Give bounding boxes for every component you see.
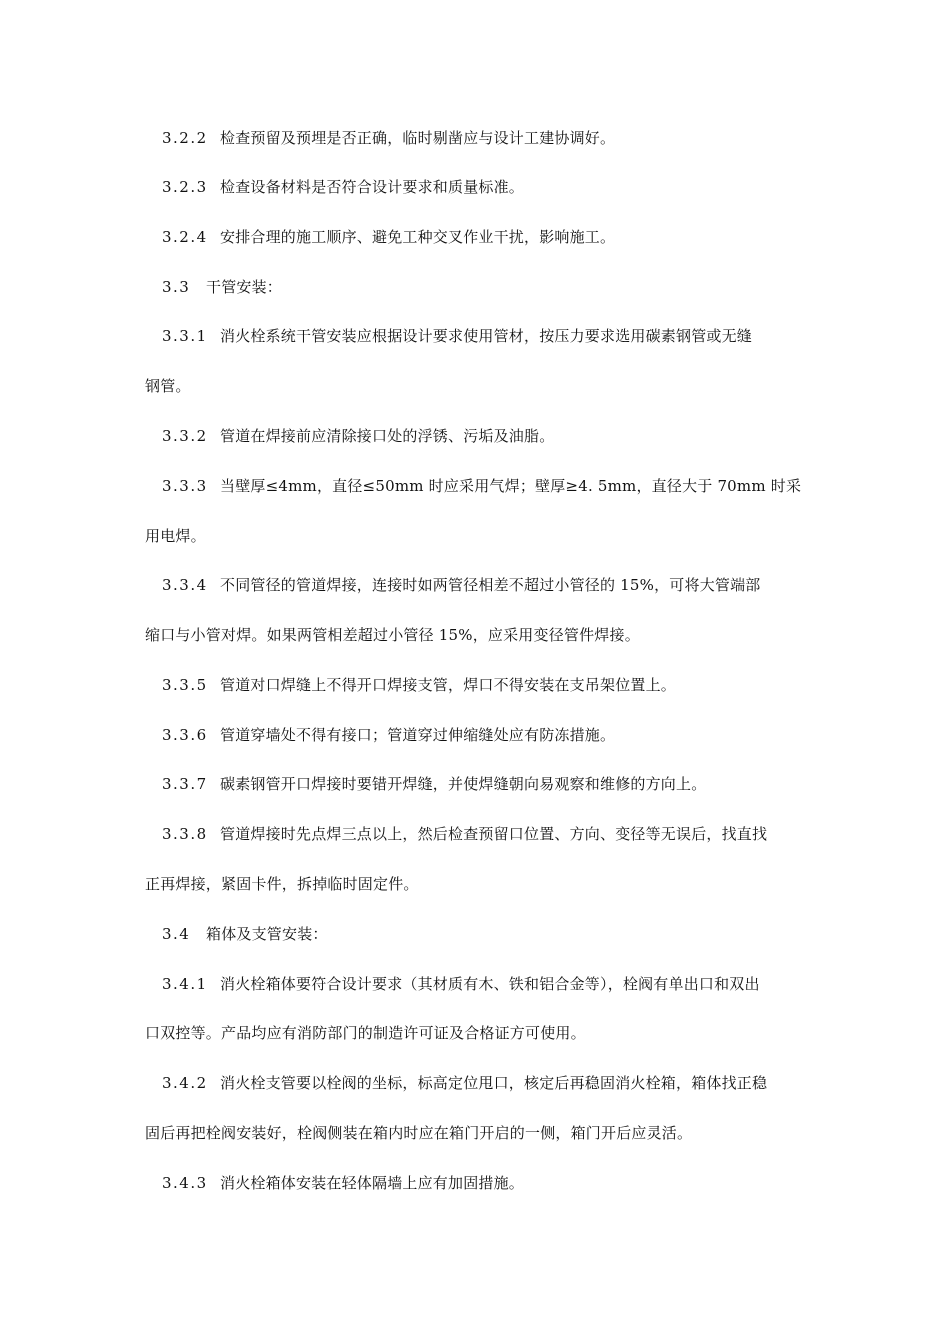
clause-number: 3.3.5 [162, 676, 208, 694]
clause-number: 3.3 [162, 278, 191, 296]
clause-text: 检查设备材料是否符合设计要求和质量标准。 [220, 178, 525, 196]
clause-text: 消火栓箱体安装在轻体隔墙上应有加固措施。 [220, 1174, 525, 1192]
paragraph-3-2-4 [162, 227, 832, 247]
paragraph-3-3-8 [162, 824, 832, 844]
clause-number: 3.3.1 [162, 327, 208, 345]
paragraph-3-3-8-continued [145, 874, 815, 894]
clause-text: 管道穿墙处不得有接口；管道穿过伸缩缝处应有防冻措施。 [220, 726, 616, 744]
clause-text: 消火栓系统干管安装应根据设计要求使用管材，按压力要求选用碳素钢管或无缝 [220, 327, 753, 345]
clause-number: 3.4.2 [162, 1074, 208, 1092]
paragraph-3-3-1-continued [145, 376, 815, 396]
clause-text: 管道在焊接前应清除接口处的浮锈、污垢及油脂。 [220, 427, 555, 445]
clause-text: 管道对口焊缝上不得开口焊接支管，焊口不得安装在支吊架位置上。 [220, 676, 677, 694]
paragraph-3-2-2 [162, 128, 832, 148]
clause-text: 钢管。 [145, 377, 191, 395]
paragraph-3-4-1-continued [145, 1023, 815, 1043]
clause-text: 碳素钢管开口焊接时要错开焊缝，并使焊缝朝向易观察和维修的方向上。 [220, 775, 707, 793]
clause-number: 3.4.1 [162, 975, 208, 993]
paragraph-3-3-1 [162, 326, 832, 346]
clause-number: 3.2.3 [162, 178, 208, 196]
clause-number: 3.3.3 [162, 477, 208, 495]
paragraph-3-3-3 [162, 476, 832, 496]
clause-number: 3.3.6 [162, 726, 208, 744]
clause-number: 3.2.4 [162, 228, 208, 246]
clause-text: 不同管径的管道焊接，连接时如两管径相差不超过小管径的 15%，可将大管端部 [220, 576, 761, 594]
clause-text: 箱体及支管安装： [206, 925, 328, 943]
paragraph-3-3-3-continued [145, 526, 815, 546]
clause-text: 用电焊。 [145, 527, 206, 545]
clause-number: 3.3.2 [162, 427, 208, 445]
clause-number: 3.2.2 [162, 129, 208, 147]
paragraph-3-3-2 [162, 426, 832, 446]
clause-text: 消火栓箱体要符合设计要求（其材质有木、铁和铝合金等），栓阀有单出口和双出 [220, 975, 760, 993]
section-heading-3-4 [162, 924, 832, 944]
paragraph-3-3-7 [162, 774, 832, 794]
clause-number: 3.3.7 [162, 775, 208, 793]
paragraph-3-2-3 [162, 177, 832, 197]
clause-number: 3.3.4 [162, 576, 208, 594]
clause-text: 检查预留及预埋是否正确，临时剔凿应与设计工建协调好。 [220, 129, 616, 147]
clause-text: 安排合理的施工顺序、避免工种交叉作业干扰，影响施工。 [220, 228, 616, 246]
paragraph-3-4-2-continued [145, 1123, 815, 1143]
clause-text: 管道焊接时先点焊三点以上，然后检查预留口位置、方向、变径等无误后，找直找 [220, 825, 768, 843]
clause-number: 3.3.8 [162, 825, 208, 843]
paragraph-3-3-6 [162, 725, 832, 745]
clause-text: 固后再把栓阀安装好，栓阀侧装在箱内时应在箱门开启的一侧，箱门开后应灵活。 [145, 1124, 693, 1142]
clause-number: 3.4 [162, 925, 191, 943]
clause-text: 正再焊接，紧固卡件，拆掉临时固定件。 [145, 875, 419, 893]
clause-text: 消火栓支管要以栓阀的坐标，标高定位甩口，核定后再稳固消火栓箱，箱体找正稳 [220, 1074, 768, 1092]
paragraph-3-4-2 [162, 1073, 832, 1093]
clause-number: 3.4.3 [162, 1174, 208, 1192]
clause-text: 当壁厚≤4mm，直径≤50mm 时应采用气焊；壁厚≥4. 5mm，直径大于 70mm 时采 [220, 477, 802, 495]
paragraph-3-4-3 [162, 1173, 832, 1193]
paragraph-3-3-5 [162, 675, 832, 695]
clause-text: 干管安装： [206, 278, 283, 296]
paragraph-3-4-1 [162, 974, 832, 994]
clause-text: 口双控等。产品均应有消防部门的制造许可证及合格证方可使用。 [145, 1024, 586, 1042]
clause-text: 缩口与小管对焊。如果两管相差超过小管径 15%，应采用变径管件焊接。 [145, 626, 640, 644]
paragraph-3-3-4-continued [145, 625, 815, 645]
section-heading-3-3 [162, 277, 832, 297]
paragraph-3-3-4 [162, 575, 832, 595]
